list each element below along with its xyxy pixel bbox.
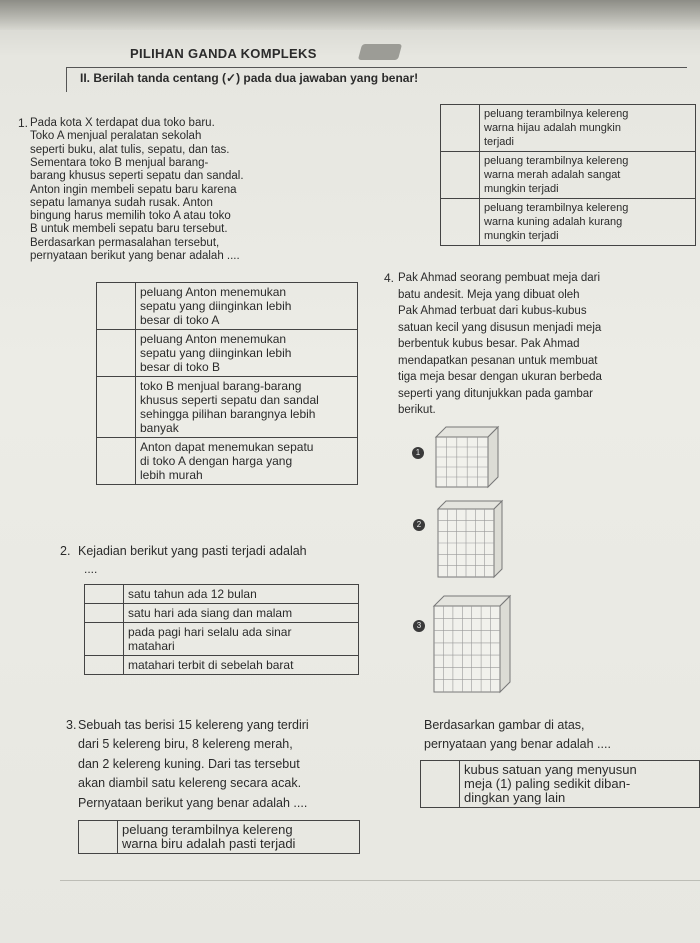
- answer-checkbox[interactable]: [85, 623, 124, 656]
- answer-checkbox[interactable]: [441, 199, 480, 246]
- answer-checkbox[interactable]: [97, 283, 136, 330]
- q3-options: [440, 104, 696, 246]
- option-line: peluang terambilnya kelereng: [484, 155, 629, 167]
- answer-checkbox[interactable]: [441, 105, 480, 152]
- question-line: berbentuk kubus besar. Pak Ahmad: [398, 338, 580, 350]
- option-row: [97, 438, 358, 485]
- option-text: [136, 283, 358, 330]
- question-line: Pak Ahmad terbuat dari kubus-kubus: [398, 305, 587, 317]
- question-line: mendapatkan pesanan untuk membuat: [398, 354, 598, 367]
- option-text: [480, 105, 696, 152]
- question-line: Toko A menjual peralatan sekolah: [30, 130, 202, 143]
- option-line: khusus seperti sepatu dan sandal: [140, 393, 319, 407]
- question-line: dari 5 kelereng biru, 8 kelereng merah,: [78, 737, 293, 752]
- option-text: [136, 438, 358, 485]
- question-line: seperti buku, alat tulis, sepatu, dan tas.: [30, 143, 230, 156]
- cube-table-1: [432, 423, 502, 489]
- answer-checkbox[interactable]: [85, 604, 124, 623]
- option-row: [85, 604, 359, 623]
- question-line: batu andesit. Meja yang dibuat oleh: [398, 288, 580, 301]
- option-row: [85, 656, 359, 675]
- question-line: pernyataan berikut yang benar adalah ....: [30, 250, 240, 262]
- question-line: akan diambil satu kelereng secara acak.: [78, 776, 302, 791]
- figure-label-1: 1: [412, 447, 424, 459]
- q2-dots: ....: [84, 562, 98, 576]
- option-text: [460, 761, 700, 808]
- option-line: banyak: [140, 421, 179, 435]
- option-line: warna merah adalah sangat: [484, 169, 621, 181]
- answer-checkbox[interactable]: [441, 152, 480, 199]
- option-line: warna hijau adalah mungkin: [484, 122, 621, 134]
- question-line: Pernyataan berikut yang benar adalah ....: [78, 795, 308, 810]
- option-text: [124, 623, 359, 656]
- top-shadow: [0, 0, 700, 30]
- option-text: [480, 199, 696, 246]
- option-line: peluang Anton menemukan: [140, 332, 287, 346]
- answer-checkbox[interactable]: [85, 656, 124, 675]
- option-text: [124, 585, 359, 604]
- option-line: peluang terambilnya kelereng: [484, 202, 629, 214]
- question-line: sepatu lamanya sudah rusak. Anton: [30, 196, 213, 209]
- option-line: peluang terambilnya kelereng: [484, 108, 629, 120]
- option-line: meja (1) paling sedikit diban-: [464, 776, 631, 791]
- option-line: lebih murah: [140, 468, 203, 482]
- option-text: [124, 656, 359, 675]
- cube-table-2: [434, 497, 506, 579]
- option-row: [85, 623, 359, 656]
- q2-number: 2.: [60, 544, 71, 558]
- answer-checkbox[interactable]: [421, 761, 460, 808]
- option-line: sepatu yang diinginkan lebih: [140, 346, 292, 360]
- option-text: [480, 152, 696, 199]
- question-line: satuan kecil yang disusun menjadi meja: [398, 321, 602, 334]
- question-line: berikut.: [398, 404, 436, 416]
- question-line: tiga meja besar dengan ukuran berbeda: [398, 371, 602, 383]
- option-line: satu tahun ada 12 bulan: [128, 587, 257, 601]
- figure-label-2: 2: [413, 519, 425, 531]
- option-line: besar di toko A: [140, 313, 220, 327]
- cube-table-3: [430, 592, 514, 694]
- q4-after-line-2: pernyataan yang benar adalah ....: [424, 737, 611, 751]
- q1-options: [96, 282, 358, 485]
- question-line: Sebuah tas berisi 15 kelereng yang terdiri: [78, 718, 309, 732]
- option-row: [421, 761, 700, 808]
- question-line: bingung harus memilih toko A atau toko: [30, 210, 231, 223]
- option-row: [85, 585, 359, 604]
- option-line: Anton dapat menemukan sepatu: [140, 440, 314, 454]
- title-badge: [358, 44, 402, 60]
- option-row: [97, 283, 358, 330]
- q4-number: 4.: [384, 271, 395, 285]
- answer-checkbox[interactable]: [85, 585, 124, 604]
- q2-options: [84, 584, 359, 675]
- question-line: Anton ingin membeli sepatu baru karena: [30, 183, 237, 196]
- option-text: [124, 604, 359, 623]
- question-line: Pak Ahmad seorang pembuat meja dari: [398, 272, 601, 284]
- section-instruction: II. Berilah tanda centang (✓) pada dua jawaban yang benar!: [80, 71, 419, 85]
- option-line: toko B menjual barang-barang: [140, 379, 302, 393]
- option-row: [441, 105, 696, 152]
- bottom-divider: [60, 880, 700, 881]
- option-row: [97, 330, 358, 377]
- q3-options-last: [78, 820, 360, 854]
- option-line: warna kuning adalah kurang: [484, 216, 623, 228]
- q4-after-line-1: Berdasarkan gambar di atas,: [424, 718, 585, 732]
- question-line: Sementara toko B menjual barang-: [30, 156, 209, 169]
- option-line: warna biru adalah pasti terjadi: [122, 836, 296, 851]
- option-line: mungkin terjadi: [484, 230, 559, 242]
- q2-question: Kejadian berikut yang pasti terjadi adalah: [78, 544, 307, 558]
- answer-checkbox[interactable]: [97, 330, 136, 377]
- question-line: B untuk membeli sepatu baru tersebut.: [30, 223, 228, 236]
- option-line: besar di toko B: [140, 360, 221, 374]
- option-line: pada pagi hari selalu ada sinar: [128, 625, 292, 639]
- question-line: Pada kota X terdapat dua toko baru.: [30, 117, 215, 129]
- question-line: barang khusus seperti sepatu dan sandal.: [30, 170, 244, 183]
- option-line: peluang Anton menemukan: [140, 285, 287, 299]
- option-line: terjadi: [484, 136, 514, 148]
- page-title: PILIHAN GANDA KOMPLEKS: [130, 46, 317, 61]
- answer-checkbox[interactable]: [97, 377, 136, 438]
- option-line: peluang terambilnya kelereng: [122, 822, 293, 837]
- option-text: [136, 377, 358, 438]
- option-row: [97, 377, 358, 438]
- option-line: kubus satuan yang menyusun: [464, 762, 637, 777]
- option-line: mungkin terjadi: [484, 183, 559, 195]
- q4-options: [420, 760, 700, 808]
- option-line: di toko A dengan harga yang: [140, 454, 293, 468]
- question-line: seperti yang ditunjukkan pada gambar: [398, 387, 593, 400]
- option-line: matahari: [128, 639, 175, 653]
- question-line: dan 2 kelereng kuning. Dari tas tersebut: [78, 756, 300, 771]
- option-line: satu hari ada siang dan malam: [128, 606, 293, 620]
- option-line: sehingga pilihan barangnya lebih: [140, 407, 316, 421]
- option-text: [136, 330, 358, 377]
- question-line: Berdasarkan permasalahan tersebut,: [30, 236, 220, 249]
- option-row: [441, 199, 696, 246]
- option-line: matahari terbit di sebelah barat: [128, 658, 294, 672]
- q3-number: 3.: [66, 718, 77, 732]
- figure-label-3: 3: [413, 620, 425, 632]
- answer-checkbox[interactable]: [97, 438, 136, 485]
- option-text: [118, 821, 360, 854]
- q1-number: 1.: [18, 116, 29, 130]
- answer-checkbox[interactable]: [79, 821, 118, 854]
- option-row: [441, 152, 696, 199]
- option-line: sepatu yang diinginkan lebih: [140, 299, 292, 313]
- option-line: dingkan yang lain: [464, 790, 566, 805]
- option-row: [79, 821, 360, 854]
